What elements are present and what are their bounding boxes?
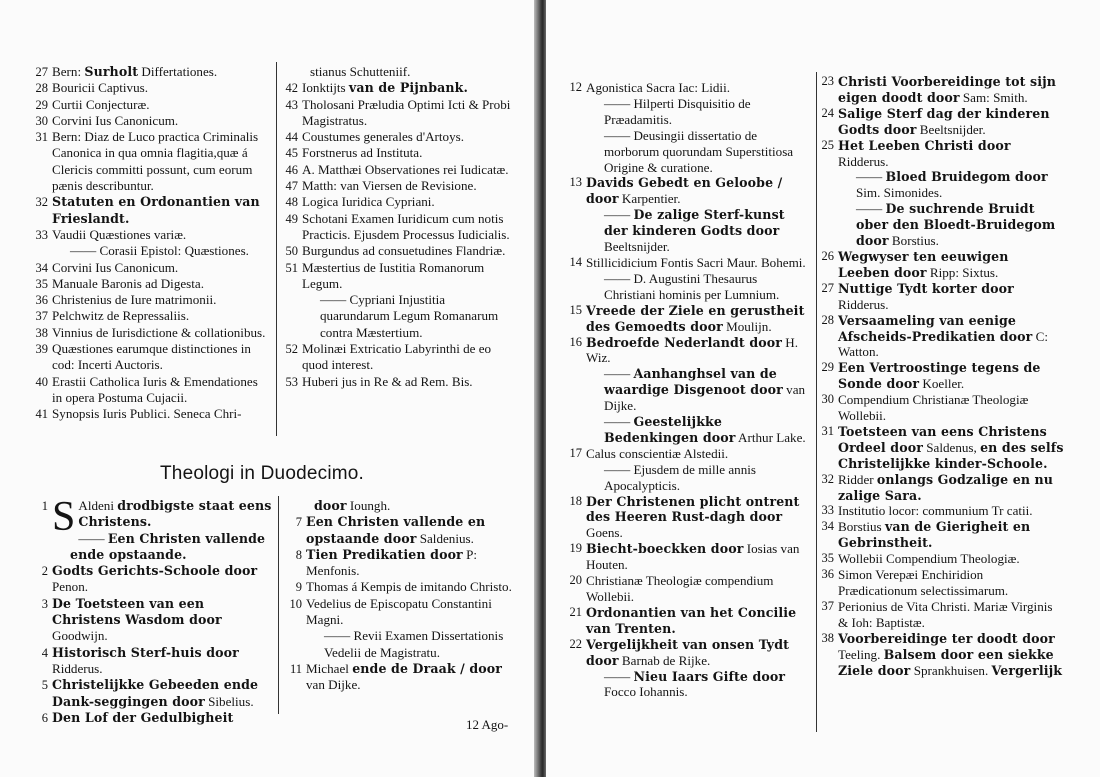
catalog-entry — [556, 96, 812, 128]
catalog-entry — [22, 341, 270, 374]
entry-text: Saldenus, — [922, 439, 981, 455]
blackletter-title-text: Surholt — [84, 64, 139, 79]
entry-number: 16 — [569, 334, 582, 349]
entry-number: 29 — [821, 360, 834, 375]
entry-text: Molinæi Extricatio Labyrinthi de eo quod interest. — [302, 341, 492, 373]
entry-number: 32 — [35, 195, 48, 210]
catalog-entry — [556, 494, 812, 542]
entry-number: 50 — [285, 244, 298, 259]
catalog-entry — [808, 74, 1064, 106]
blackletter-title-text: Een Vertroostinge tegens de Sonde door — [838, 360, 1041, 392]
entry-text: van Dijke. — [604, 382, 806, 414]
entry-text: Karpentier. — [618, 191, 681, 207]
entry-number: 31 — [35, 130, 48, 145]
entry-text: —— Revii Examen Dissertationis Vedelii de Magistratu. — [324, 628, 504, 660]
catalog-entry — [276, 628, 520, 661]
entry-number: 30 — [35, 113, 48, 128]
entry-text: Agonistica Sacra Iac: Lidii. — [586, 80, 730, 95]
catalog-entry — [22, 406, 270, 422]
entry-text: A. Matthæi Observationes rei Iudicatæ. — [302, 161, 509, 177]
entry-text: Curtii Conjecturæ. — [52, 96, 150, 112]
catalog-entry — [272, 129, 518, 145]
catalog-entry — [556, 605, 812, 637]
entry-text: Iosias van Houten. — [586, 541, 800, 573]
catalog-entry — [22, 129, 270, 194]
entry-number: 6 — [41, 710, 48, 725]
catalog-entry — [22, 80, 270, 96]
entry-text: Arthur Lake. — [735, 429, 806, 445]
catalog-entry — [556, 175, 812, 207]
entry-text: H. Wiz. — [586, 334, 798, 366]
catalog-entry — [808, 551, 1064, 567]
entry-number: 34 — [35, 260, 48, 275]
catalog-entry — [808, 503, 1064, 519]
catalog-entry — [808, 249, 1064, 281]
entry-text: Erastii Catholica Iuris & Emendationes in opera Postuma Cujacii. — [52, 373, 258, 405]
entry-text: Beeltsnijder. — [916, 121, 986, 137]
entry-text: —— Hilperti Disquisitio de Præadamitis. — [604, 95, 751, 127]
entry-number: 11 — [289, 661, 302, 676]
entry-number: 41 — [35, 407, 48, 422]
entry-number: 47 — [285, 179, 298, 194]
entry-number: 22 — [569, 636, 582, 651]
catalog-entry — [808, 313, 1064, 361]
catalog-entry — [556, 335, 812, 367]
entry-text: Huberi jus in Re & ad Rem. Bis. — [302, 373, 473, 389]
entry-text: Differtationes. — [138, 64, 218, 79]
catalog-entry — [22, 645, 272, 678]
catalog-entry — [272, 341, 518, 374]
catalog-entry — [272, 80, 518, 96]
blackletter-title-text: De Toetsteen van een Christens Wasdom door — [52, 595, 222, 628]
catalog-entry — [22, 276, 270, 292]
entry-number: 7 — [295, 515, 302, 530]
entry-number: 23 — [821, 74, 834, 88]
entry-text: Beeltsnijder. — [604, 239, 670, 255]
entry-text: Logica Iuridica Cypriani. — [302, 194, 435, 210]
blackletter-title-text: Statuten en Ordonantien van Frieslandt. — [52, 194, 260, 226]
entry-text: Quæstiones earumque distinctiones in cod: Incerti Auctoris. — [52, 341, 251, 373]
catalog-entry — [556, 573, 812, 605]
catalog-entry — [808, 106, 1064, 138]
entry-number: 13 — [569, 175, 582, 190]
blackletter-title-text: door — [314, 498, 347, 513]
entry-text: Burgundus ad consuetudines Flandriæ. — [302, 243, 506, 259]
blackletter-title-text: Vergerlijk — [991, 662, 1063, 678]
catalog-entry — [808, 201, 1064, 249]
entry-text: Pelchwitz de Repressaliis. — [52, 308, 190, 324]
entry-number: 18 — [569, 493, 582, 508]
left-page — [0, 0, 538, 777]
law-list-right-column — [272, 64, 518, 390]
entry-number: 36 — [821, 567, 834, 582]
blackletter-title-text: Een Christen vallende en opstaande door — [306, 514, 486, 546]
entry-text: Corvini Ius Canonicum. — [52, 259, 179, 275]
catalog-entry — [272, 145, 518, 161]
catalog-entry — [22, 113, 270, 129]
entry-text: Sam: Smith. — [959, 89, 1028, 105]
catalog-entry — [272, 194, 518, 210]
catalog-entry — [276, 498, 520, 514]
blackletter-title-text: Vergelijkheit van onsen Tydt door — [586, 636, 790, 668]
entry-text: Ioungh. — [346, 498, 391, 513]
entry-text: C: Watton. — [838, 328, 1049, 360]
blackletter-title-text: Balsem door een siekke Ziele door — [838, 646, 1054, 678]
catalog-entry — [556, 446, 812, 462]
entry-number: 25 — [821, 137, 834, 152]
catalog-entry — [556, 255, 812, 271]
right-page — [546, 0, 1100, 777]
entry-text: Christenius de Iure matrimonii. — [52, 292, 217, 308]
entry-text: Ridderus. — [52, 660, 103, 676]
entry-text: —— — [78, 530, 108, 546]
law-list-left-column — [22, 64, 270, 423]
catalog-entry — [272, 97, 518, 130]
catalog-entry — [556, 637, 812, 669]
entry-text: Perionius de Vita Christi. Mariæ Virginis & Ioh: Baptistæ. — [838, 598, 1053, 630]
entry-text: stianus Schutteniif. — [310, 64, 411, 79]
entry-number: 1 — [41, 499, 48, 513]
catalog-entry — [22, 563, 272, 596]
entry-text: Forstnerus ad Instituta. — [302, 145, 423, 161]
blackletter-title-text: Het Leeben Christi door — [838, 137, 1011, 153]
catalog-entry — [556, 128, 812, 176]
entry-text: —— — [856, 201, 886, 217]
blackletter-title-text: Christi Voorbereidinge tot sijn eigen doodt door — [838, 74, 1057, 105]
entry-text: Borstius — [838, 519, 885, 535]
entry-number: 53 — [285, 374, 298, 389]
entry-text: Calus conscientiæ Alstedii. — [586, 445, 729, 461]
catalog-entry — [808, 599, 1064, 631]
entry-text: Ionktijts — [302, 80, 349, 96]
catalog-entry — [808, 360, 1064, 392]
catalog-entry — [556, 271, 812, 303]
catalog-entry — [22, 596, 272, 645]
catalog-entry — [808, 169, 1064, 201]
entry-number: 9 — [295, 580, 302, 595]
theology-list-right-column — [276, 498, 520, 694]
blackletter-title-text: Vreede der Ziele en gerustheit des Gemoedts door — [586, 302, 805, 334]
catalog-entry — [22, 243, 270, 259]
entry-text: Koeller. — [919, 376, 965, 392]
entry-number: 35 — [821, 551, 834, 566]
entry-number: 38 — [35, 325, 48, 340]
catalog-entry — [22, 710, 272, 726]
catalog-entry — [808, 138, 1064, 170]
catalog-entry — [556, 303, 812, 335]
entry-text: Vedelius de Episcopatu Constantini Magni. — [306, 595, 492, 628]
entry-number: 33 — [821, 503, 834, 518]
entry-number: 35 — [35, 276, 48, 291]
entry-number: 10 — [289, 596, 302, 611]
entry-number: 27 — [821, 280, 834, 295]
entry-number: 43 — [285, 97, 298, 112]
entry-text: —— Corasii Epistol: Quæstiones. — [70, 243, 249, 259]
catalog-entry — [22, 531, 272, 564]
blackletter-title-text: Biecht-boeckken door — [586, 541, 744, 557]
blackletter-title-text: Salige Sterf dag der kinderen Godts door — [838, 105, 1050, 137]
entry-text: Tholosani Præludia Optimi Icti & Probi Magistratus. — [302, 96, 511, 128]
catalog-entry — [556, 669, 812, 701]
blackletter-title-text: Ordonantien van het Concilie van Trenten. — [586, 604, 797, 636]
catalog-entry — [22, 97, 270, 113]
entry-number: 32 — [821, 471, 834, 486]
catalog-entry — [272, 178, 518, 194]
entry-text: Moulijn. — [722, 318, 772, 334]
blackletter-title-text: drodbigste staat eens Christens. — [78, 498, 272, 530]
catalog-entry — [556, 80, 812, 96]
entry-text: Vaudii Quæstiones variæ. — [52, 226, 187, 242]
blackletter-title-text: Godts Gerichts-Schoole door — [52, 563, 258, 579]
catalog-entry — [22, 325, 270, 341]
entry-text: Bouricii Captivus. — [52, 80, 149, 96]
entry-text: —— — [604, 414, 634, 430]
entry-text: Focco Iohannis. — [604, 684, 688, 700]
theology-list-left-column — [22, 494, 272, 726]
catalog-entry — [22, 292, 270, 308]
entry-text: Thomas á Kempis de imitando Christo. — [306, 579, 512, 595]
entry-text: Aldeni — [78, 498, 118, 513]
entry-number: 4 — [41, 645, 48, 660]
entry-number: 17 — [569, 445, 582, 460]
blackletter-title-text: Historisch Sterf-huis door — [52, 644, 239, 660]
entry-text: Matth: van Viersen de Revisione. — [302, 178, 477, 194]
entry-text: Schotani Examen Iuridicum cum notis Practicis. Ejusdem Processus Iudicialis. — [302, 210, 510, 242]
blackletter-title-text: Voorbereidinge ter doodt door — [838, 630, 1055, 646]
catalog-entry — [272, 260, 518, 293]
entry-text: Penon. — [52, 579, 89, 595]
blackletter-title-text: Der Christenen plicht ontrent des Heeren Rust-dagh door — [586, 493, 800, 525]
catalog-entry — [22, 227, 270, 243]
entry-text: —— Deusingii dissertatio de morborum quorundam Superstitiosa Origine & curatione. — [604, 127, 794, 175]
entry-text: Bern: — [52, 64, 85, 79]
catalog-entry — [556, 541, 812, 573]
catalog-entry — [272, 64, 518, 80]
catalog-entry — [276, 661, 520, 694]
blackletter-title-text: van de Gierigheit en Gebrinstheit. — [838, 519, 1031, 551]
blackletter-title-text: en des selfs Christelijkke kinder-Schoole. — [838, 439, 1064, 471]
blackletter-title-text: De suchrende Bruidt ober den Bloedt-Bruidegom door — [856, 201, 1056, 249]
catalog-entry — [272, 211, 518, 244]
entry-number: 37 — [35, 309, 48, 324]
blackletter-title-text: Nuttige Tydt korter door — [838, 280, 1014, 296]
entry-number: 42 — [285, 81, 298, 96]
blackletter-title-text: Geestelijkke Bedenkingen door — [604, 414, 736, 445]
entry-text: Vinnius de Iurisdictione & collationibus. — [52, 324, 266, 340]
theology-list-column-b — [808, 74, 1064, 678]
entry-number: 36 — [35, 293, 48, 308]
blackletter-title-text: Davids Gebedt en Geloobe / door — [586, 175, 783, 207]
entry-number: 26 — [821, 248, 834, 263]
catalog-entry — [808, 472, 1064, 504]
entry-number: 3 — [41, 596, 48, 611]
entry-number: 48 — [285, 195, 298, 210]
entry-number: 33 — [35, 227, 48, 242]
entry-text: Ridderus. — [838, 153, 889, 169]
blackletter-title-text: Tien Predikatien door — [306, 546, 463, 562]
entry-number: 21 — [569, 604, 582, 619]
catalog-entry — [22, 260, 270, 276]
blackletter-title-text: Christelijkke Gebeeden ende Dank-seggingen door — [52, 677, 259, 709]
catalog-entry — [22, 308, 270, 324]
entry-text: Synopsis Iuris Publici. Seneca Chri- — [52, 406, 242, 422]
entry-text: —— D. Augustini Thesaurus Christiani hominis per Lumnium. — [604, 270, 780, 302]
entry-text: Sprankhuisen. — [910, 662, 992, 678]
catalog-entry — [808, 631, 1064, 679]
entry-text: Mæstertius de Iustitia Romanorum Legum. — [302, 259, 485, 291]
entry-text: Compendium Christianæ Theologiæ Wollebii. — [838, 392, 1029, 424]
catalog-entry — [808, 281, 1064, 313]
entry-text: Saldenius. — [416, 530, 474, 546]
entry-number: 30 — [821, 392, 834, 407]
entry-text: Institutio locor: communium Tr catii. — [838, 503, 1033, 519]
entry-number: 52 — [285, 342, 298, 357]
catalog-entry — [276, 579, 520, 595]
entry-text: Stillicidicium Fontis Sacri Maur. Bohemi. — [586, 254, 806, 270]
blackletter-title-text: Den Lof der Gedulbigheit — [52, 709, 234, 725]
catalog-entry — [272, 374, 518, 390]
catalog-entry — [22, 494, 272, 540]
entry-text: Goodwijn. — [52, 628, 108, 644]
entry-text: Ridder — [838, 471, 877, 487]
catalog-entry — [22, 64, 270, 80]
entry-number: 28 — [35, 81, 48, 96]
entry-text: —— Ejusdem de mille annis Apocalypticis. — [604, 461, 757, 493]
blackletter-title-text: Nieu Iaars Gifte door — [633, 668, 786, 684]
entry-text: van Dijke. — [306, 677, 361, 693]
blackletter-title-text: Wegwyser ten eeuwigen Leeben door — [838, 248, 1009, 280]
blackletter-title-text: onlangs Godzalige en nu zalige Sara. — [838, 471, 1054, 503]
entry-text: Teeling. — [838, 646, 884, 662]
entry-text: —— — [856, 169, 886, 185]
entry-number: 40 — [35, 374, 48, 389]
catalog-entry — [808, 392, 1064, 424]
entry-number: 27 — [35, 65, 48, 79]
entry-number: 28 — [821, 312, 834, 327]
catalog-entry — [556, 366, 812, 414]
catalog-entry — [808, 424, 1064, 472]
entry-text: Sim. Simonides. — [856, 185, 943, 201]
entry-text: Manuale Baronis ad Digesta. — [52, 275, 204, 291]
section-heading: Theologi in Duodecimo. — [160, 463, 365, 484]
entry-text: Coustumes generales d'Artoys. — [302, 129, 465, 145]
entry-number: 19 — [569, 541, 582, 556]
catalog-entry — [272, 292, 518, 341]
blackletter-title-text: Versaameling van eenige Afscheids-Predikatien door — [838, 312, 1033, 344]
blackletter-title-text: Bloed Bruidegom door — [885, 169, 1048, 185]
entry-text: Ripp: Sixtus. — [926, 264, 999, 280]
entry-text: Ridderus. — [838, 296, 889, 312]
entry-text: Goens. — [586, 525, 623, 541]
catalog-entry — [808, 519, 1064, 551]
entry-number: 8 — [295, 547, 302, 562]
drop-cap: S — [52, 494, 76, 540]
entry-number: 29 — [35, 97, 48, 112]
entry-text: P: Menfonis. — [306, 546, 478, 579]
catalog-entry — [22, 677, 272, 710]
entry-number: 15 — [569, 302, 582, 317]
entry-text: Sibelius. — [204, 693, 254, 709]
catalog-entry — [556, 414, 812, 446]
entry-number: 2 — [41, 564, 48, 579]
entry-number: 38 — [821, 630, 834, 645]
catalog-entry — [556, 462, 812, 494]
blackletter-title-text: Toetsteen van eens Christens Ordeel door — [838, 423, 1047, 455]
entry-number: 49 — [285, 211, 298, 226]
entry-text: Michael — [306, 660, 353, 676]
entry-number: 12 — [569, 80, 582, 94]
entry-text: —— — [604, 207, 634, 223]
blackletter-title-text: van de Pijnbank. — [348, 80, 468, 96]
blackletter-title-text: Aanhanghsel van de waardige Disgenoot door — [604, 366, 783, 398]
entry-number: 20 — [569, 573, 582, 588]
catalog-entry — [276, 596, 520, 629]
entry-text: Wollebii Compendium Theologiæ. — [838, 551, 1020, 567]
entry-text: —— — [604, 366, 634, 382]
catchword: 12 Ago- — [466, 717, 509, 732]
catalog-entry — [272, 162, 518, 178]
entry-number: 31 — [821, 423, 834, 438]
entry-text: Christianæ Theologiæ compendium Wollebii. — [586, 573, 774, 604]
entry-number: 45 — [285, 146, 298, 161]
catalog-entry — [22, 374, 270, 407]
entry-text: Bern: Diaz de Luco practica Criminalis Canonica in qua omnia flagitia,quæ á Clericis committi possunt, cum eorum pænis describuntur. — [52, 129, 259, 194]
entry-number: 14 — [569, 254, 582, 269]
catalog-entry — [22, 194, 270, 227]
entry-text: Simon Verepæi Enchiridion Prædicationum selectissimarum. — [838, 567, 1009, 598]
blackletter-title-text: De zalige Sterf-kunst der kinderen Godts door — [604, 207, 785, 239]
blackletter-title-text: ende de Draak / door — [352, 660, 502, 676]
entry-number: 5 — [41, 678, 48, 693]
entry-text: —— — [604, 668, 634, 684]
entry-number: 44 — [285, 130, 298, 145]
entry-text: Corvini Ius Canonicum. — [52, 112, 179, 128]
entry-text: Barnab de Rijke. — [618, 652, 711, 668]
entry-text: Borstius. — [888, 233, 939, 249]
entry-text: —— Cypriani Injustitia quarundarum Legum Romanarum contra Mæstertium. — [320, 292, 499, 340]
blackletter-title-text: Bedroefde Nederlandt door — [586, 334, 782, 350]
catalog-entry — [272, 243, 518, 259]
catalog-entry — [808, 567, 1064, 599]
entry-number: 39 — [35, 342, 48, 357]
theology-list-column-a — [556, 80, 812, 700]
blackletter-title-text: Een Christen vallende ende opstaande. — [70, 530, 266, 562]
entry-number: 51 — [285, 260, 298, 275]
catalog-entry — [556, 207, 812, 255]
entry-number: 37 — [821, 598, 834, 613]
entry-number: 24 — [821, 105, 834, 120]
entry-number: 46 — [285, 162, 298, 177]
entry-number: 34 — [821, 519, 834, 534]
catalog-entry — [276, 547, 520, 580]
catalog-entry — [276, 514, 520, 547]
